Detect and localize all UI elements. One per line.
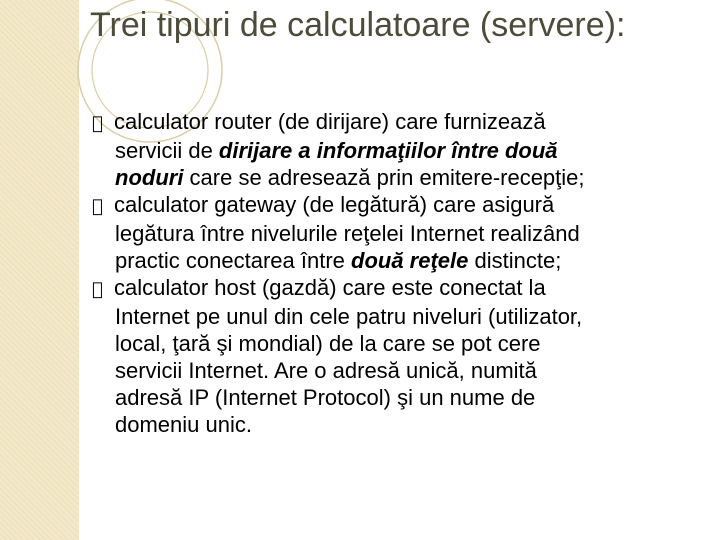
text-run: unic.	[199, 406, 252, 431]
bullet-icon	[92, 276, 114, 303]
text-run: distincte;	[468, 244, 562, 269]
bullet-line	[92, 352, 707, 384]
bullet-line	[92, 108, 707, 137]
bullet-icon	[92, 110, 114, 137]
text-run: două reţele	[351, 244, 469, 269]
text-run: domeniu	[115, 406, 200, 431]
text-run: calculator host (gazdă)	[114, 271, 337, 296]
bullet-icon	[92, 193, 114, 220]
text-run: servicii Internet. Are o adresă unică, numită	[115, 352, 537, 377]
bullet-line	[92, 325, 707, 357]
bullet-list	[92, 108, 707, 438]
slide-title: Trei tipuri de calculatoare (servere):	[90, 6, 626, 44]
bullet-line	[92, 406, 707, 438]
text-run: servicii de	[115, 136, 219, 161]
text-run: calculator gateway (de legătură)	[114, 190, 428, 215]
text-run: care asigură	[427, 190, 555, 215]
text-run: care furnizează	[389, 109, 546, 134]
bullet-line	[92, 164, 707, 191]
bullet-line	[92, 191, 707, 220]
text-run: care se adresează prin emitere-recepţie;	[183, 163, 585, 188]
text-run: nume de	[449, 379, 536, 404]
bullet-item	[92, 271, 707, 438]
bullet-line	[92, 244, 707, 274]
text-run: calculator router (de dirijare)	[114, 109, 390, 134]
bullet-line	[92, 217, 707, 247]
text-run: noduri	[115, 163, 184, 188]
text-run: local, ţară şi mondial) de la care se pot cere	[115, 325, 541, 350]
bullet-item	[92, 108, 707, 191]
text-run: legătura între nivelurile reţelei Internet realizând	[115, 217, 580, 242]
bullet-line	[92, 379, 707, 411]
text-run: Internet pe unul din cele patru niveluri (utilizator,	[115, 298, 583, 323]
text-run: (Internet Protocol) şi un	[208, 379, 450, 404]
text-run: adresă IP	[115, 379, 209, 404]
text-run: care este conectat la	[336, 271, 546, 296]
text-run: practic conectarea între	[115, 244, 352, 269]
bullet-line	[92, 271, 707, 303]
bullet-item	[92, 191, 707, 274]
bullet-line	[92, 137, 707, 164]
decorative-side-strip	[0, 0, 79, 540]
bullet-line	[92, 298, 707, 330]
text-run: dirijare a informaţiilor între două	[218, 136, 558, 161]
